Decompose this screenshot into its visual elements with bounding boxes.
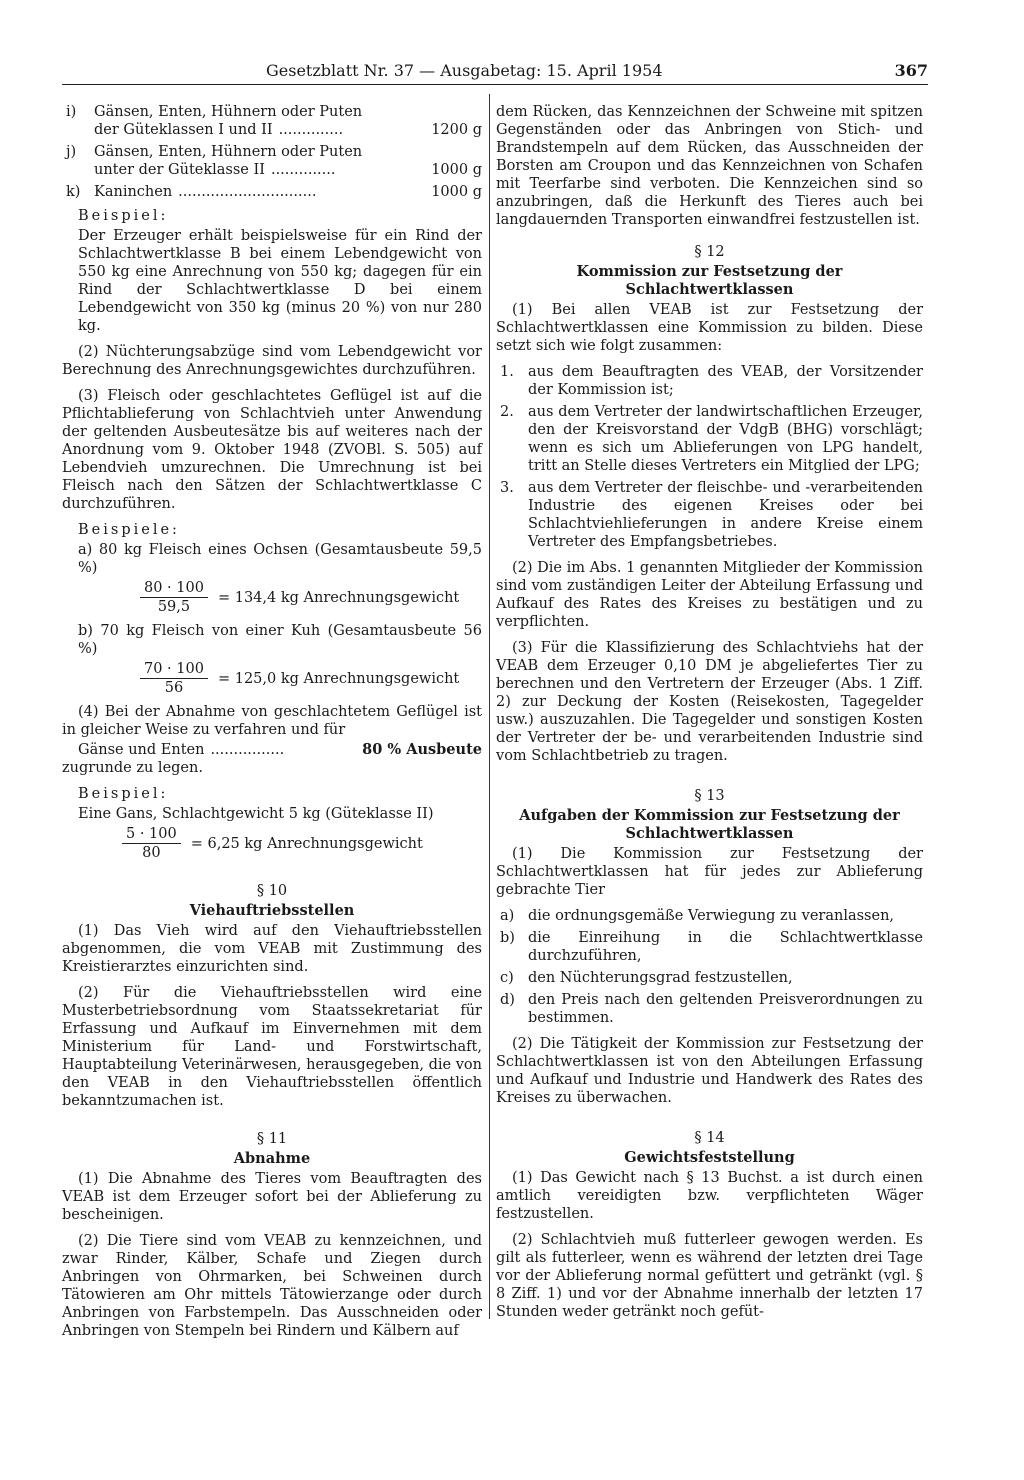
fraction-denominator: 59,5 <box>157 599 191 615</box>
list-item <box>496 969 923 987</box>
paragraph: (2) Für die Viehauftriebsstellen wird eine Musterbetriebsordnung vom Staatssekretariat für Erfassung und Aufkauf im Einvernehmen mit dem Ministerium für Land- und Forstwirtschaft, Hauptabteilung Veterinärwesen, herausgegeben, die von den VEAB in den Viehauftriebsstellen öffentlich bekanntzumachen ist. <box>62 985 482 1109</box>
paragraph: (2) Die Tätigkeit der Kommission zur Festsetzung der Schlachtwertklassen ist von den Abteilungen Erfassung und Aufkauf und Industrie und Handwerk des Rates des Kreises zu überwachen. <box>496 1036 923 1106</box>
example-text: Der Erzeuger erhält beispielsweise für ein Rind der Schlachtwertklasse B bei einem Lebendgewicht von 550 kg eine Anrechnung von 550 kg; dagegen für ein Rind der Schlachtwertklasse D bei einem Lebendgewicht von 350 kg (minus 20 %) von nur 280 kg. <box>78 228 482 334</box>
paragraph: (2) Die im Abs. 1 genannten Mitglieder der Kommission sind vom zuständigen Leiter der Abteilung Erfassung und Aufkauf des Rates des Kreises zu bestätigen und zu verpflichten. <box>496 560 923 630</box>
paragraph: (3) Fleisch oder geschlachtetes Geflügel ist auf die Pflichtablieferung von Schlachtvieh unter Anwendung der geltenden Ausbeutesätze bis auf weiteres nach der Anordnung vom 9. Oktober 1948 (ZVOBl. S. 505) auf Lebendvieh umzurechnen. Die Umrechnung ist bei Fleisch nach den Sätzen der Schlachtwertklasse C durchzuführen. <box>62 388 482 512</box>
list-item-text: der Güteklassen I und II <box>94 122 273 138</box>
list-item <box>496 907 923 925</box>
list-item-text: Gänsen, Enten, Hühnern oder Puten <box>94 104 363 120</box>
list-marker: 3. <box>500 480 514 496</box>
list-item-text: den Preis nach den geltenden Preisverordnungen zu bestimmen. <box>528 992 923 1026</box>
example-text: Eine Gans, Schlachtgewicht 5 kg (Güteklasse II) <box>78 806 434 822</box>
paragraph: zugrunde zu legen. <box>62 760 203 776</box>
list-item-i <box>62 103 482 139</box>
example-a: a) 80 kg Fleisch eines Ochsen (Gesamtausbeute 59,5 %) <box>78 542 482 576</box>
list-item-text: Gänsen, Enten, Hühnern oder Puten <box>94 144 363 160</box>
paragraph: (2) Schlachtvieh muß futterleer gewogen werden. Es gilt als futterleer, wenn es während der letzten drei Tage vor der Ablieferung normal gefüttert und getränkt (vgl. § 8 Ziff. 1) und vor der Abnahme innerhalb der letzten 17 Stunden weder getränkt noch gefüt- <box>496 1232 923 1320</box>
paragraph: (2) Die Tiere sind vom VEAB zu kennzeichnen, und zwar Rinder, Kälber, Schafe und Ziegen durch Anbringen von Ohrmarken, bei Schweinen durch Tätowieren am Ohr mittels Tätowierzange oder durch Anbringen von Farbstempeln. Das Ausschneiden oder Anbringen von Stempeln bei Rindern und Kälbern auf <box>62 1233 482 1339</box>
formula-result: = 125,0 kg Anrechnungsgewicht <box>217 670 460 687</box>
leader-dots: .............................. <box>178 184 317 200</box>
leader-line <box>62 741 482 759</box>
paragraph: dem Rücken, das Kennzeichnen der Schweine mit spitzen Gegenständen oder das Anbringen von Stich- und Brandstempeln auf dem Rücken, das Ausschneiden der Borsten am Croupon und das Kennzeichnen von Schafen mit Teerfarbe sind verboten. Die Kennzeichen sind so anzubringen, daß die Herkunft des Tieres auch bei langdauernden Transporten einwandfrei festzustellen ist. <box>496 104 923 228</box>
example-heading: Beispiele: <box>78 522 180 538</box>
left-column <box>62 103 482 1348</box>
fraction-numerator: 80 · 100 <box>140 579 208 598</box>
paragraph: (1) Das Gewicht nach § 13 Buchst. a ist durch einen amtlich vereidigten bzw. verpflichteten Wäger festzustellen. <box>496 1170 923 1222</box>
list-item-j <box>62 143 482 179</box>
example-heading: Beispiel: <box>78 208 169 224</box>
list-item-text: unter der Güteklasse II <box>94 162 265 178</box>
section-number: § 14 <box>694 1130 725 1146</box>
list-marker: 2. <box>500 404 514 420</box>
section-number: § 12 <box>694 244 725 260</box>
list-marker: k) <box>66 184 81 200</box>
section-number: § 10 <box>256 883 288 899</box>
example-b: b) 70 kg Fleisch von einer Kuh (Gesamtausbeute 56 %) <box>78 623 482 657</box>
leader-dots: .............. <box>278 122 344 138</box>
list-marker: b) <box>500 930 515 946</box>
list-item-text: die Einreihung in die Schlachtwertklasse durchzuführen, <box>528 930 923 964</box>
fraction-numerator: 5 · 100 <box>122 825 181 844</box>
leader-value: 80 % Ausbeute <box>362 741 482 758</box>
list-item <box>496 929 923 965</box>
section-number: § 13 <box>694 788 725 804</box>
list-marker: j) <box>66 144 77 160</box>
formula-b <box>140 660 482 697</box>
list-item <box>496 363 923 399</box>
example-heading: Beispiel: <box>78 786 169 802</box>
formula-result: = 6,25 kg Anrechnungsgewicht <box>190 835 423 852</box>
list-item-text: die ordnungsgemäße Verwiegung zu veranlassen, <box>528 908 895 924</box>
list-item <box>496 991 923 1027</box>
list-item-text: aus dem Vertreter der landwirtschaftlichen Erzeuger, den der Kreisvorstand der VdgB (BHG) vorschlägt; wenn es sich um Ablieferungen von LPG handelt, tritt an Stelle dieses Vertreters ein Mitglied der LPG; <box>528 404 923 474</box>
leader-text: Gänse und Enten <box>78 742 205 758</box>
list-marker: d) <box>500 992 515 1008</box>
paragraph: (2) Nüchterungsabzüge sind vom Lebendgewicht vor Berechnung des Anrechnungsgewichtes durchzuführen. <box>62 344 482 378</box>
paragraph: (3) Für die Klassifizierung des Schlachtviehs hat der VEAB dem Erzeuger 0,10 DM je abgeliefertes Tier zu berechnen und den Vertretern der Erzeuger (Abs. 1 Ziff. 2) zur Deckung der Kosten (Reisekosten, Tagegelder usw.) auszuzahlen. Die Tagegelder und sonstigen Kosten der Vertreter der be- und verarbeitenden Industrie sind vom Schlachtbetrieb zu tragen. <box>496 640 923 764</box>
paragraph: (1) Bei allen VEAB ist zur Festsetzung der Schlachtwertklassen eine Kommission zu bilden. Diese setzt sich wie folgt zusammen: <box>496 302 923 354</box>
fraction-denominator: 80 <box>142 845 161 861</box>
list-item-text: den Nüchterungsgrad festzustellen, <box>528 970 793 986</box>
page-header <box>62 62 928 85</box>
list-item-value: 1000 g <box>431 184 482 200</box>
paragraph: (1) Die Kommission zur Festsetzung der Schlachtwertklassen hat für jedes zur Ablieferung gebrachte Tier <box>496 846 923 898</box>
section-title: Aufgaben der Kommission zur Festsetzung der Schlachtwertklassen <box>519 807 900 842</box>
paragraph: (1) Das Vieh wird auf den Viehauftriebsstellen abgenommen, die vom VEAB mit Zustimmung des Kreistierarztes einzurichten sind. <box>62 923 482 975</box>
list-item-text: aus dem Vertreter der fleischbe- und -verarbeitenden Industrie des eigenen Kreises oder bei Schlachtviehlieferungen in andere Kreise einem Vertreter des Empfangsbetriebes. <box>528 480 923 550</box>
right-column <box>496 103 923 1329</box>
section-title: Gewichtsfeststellung <box>624 1149 795 1166</box>
list-item-text: Kaninchen <box>94 184 173 200</box>
paragraph: (4) Bei der Abnahme von geschlachtetem Geflügel ist in gleicher Weise zu verfahren und für <box>62 704 482 738</box>
formula-a <box>140 579 482 616</box>
section-title: Abnahme <box>233 1150 311 1167</box>
list-item-text: aus dem Beauftragten des VEAB, der Vorsitzender der Kommission ist; <box>528 364 923 398</box>
section-number: § 11 <box>256 1131 288 1147</box>
paragraph: (1) Die Abnahme des Tieres vom Beauftragten des VEAB ist dem Erzeuger sofort bei der Ablieferung zu bescheinigen. <box>62 1171 482 1223</box>
list-item <box>496 479 923 551</box>
fraction-numerator: 70 · 100 <box>140 660 208 679</box>
list-marker: 1. <box>500 364 514 380</box>
leader-dots: .............. <box>270 162 336 178</box>
list-marker: i) <box>66 104 77 120</box>
formula-result: = 134,4 kg Anrechnungsgewicht <box>217 589 460 606</box>
section-title: Kommission zur Festsetzung der Schlachtwertklassen <box>576 263 843 298</box>
section-title: Viehauftriebsstellen <box>189 902 355 919</box>
formula-c <box>122 825 482 862</box>
list-item-k <box>62 183 482 201</box>
list-marker: c) <box>500 970 514 986</box>
list-item-value: 1000 g <box>431 162 482 178</box>
header-title: Gesetzblatt Nr. 37 — Ausgabetag: 15. April 1954 <box>266 61 663 80</box>
list-marker: a) <box>500 908 515 924</box>
fraction-denominator: 56 <box>164 680 184 696</box>
page-number: 367 <box>894 61 928 80</box>
column-divider <box>489 94 490 1319</box>
list-item <box>496 403 923 475</box>
list-item-value: 1200 g <box>431 122 482 138</box>
leader-dots: ................ <box>210 742 285 758</box>
